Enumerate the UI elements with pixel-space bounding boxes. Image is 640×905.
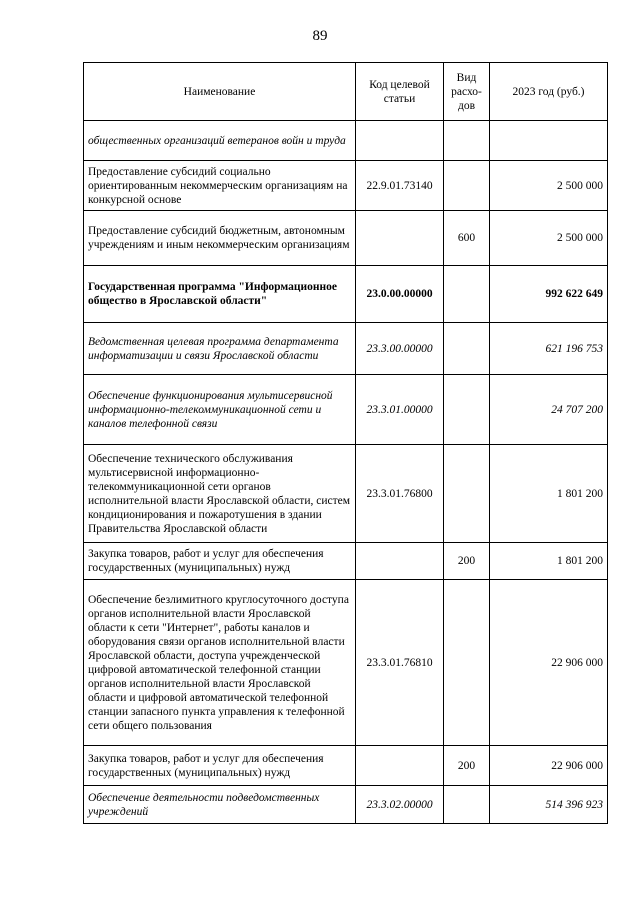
table-body (84, 121, 608, 824)
cell-kind (444, 786, 490, 824)
cell-amount: 514 396 923 (490, 786, 608, 824)
cell-name: Предоставление субсидий социально ориентированным некоммерческим организациям на конкурсной основе (84, 161, 356, 211)
table-row (84, 580, 608, 746)
table-row (84, 121, 608, 161)
cell-amount: 1 801 200 (490, 543, 608, 580)
table-row (84, 445, 608, 543)
page-number: 89 (312, 28, 328, 44)
cell-amount: 24 707 200 (490, 375, 608, 445)
table-row (84, 266, 608, 323)
cell-name: Обеспечение технического обслуживания мультисервисной информационно-телекоммуникационной сети органов исполнительной власти Ярославской области, систем кондиционирования и пожаротушения в здании Правительства Ярославской области (84, 445, 356, 543)
table-row (84, 543, 608, 580)
table-row (84, 375, 608, 445)
cell-amount: 22 906 000 (490, 580, 608, 746)
cell-code: 22.9.01.73140 (356, 161, 444, 211)
header-amount: 2023 год (руб.) (490, 63, 608, 121)
cell-amount: 621 196 753 (490, 323, 608, 375)
cell-amount: 2 500 000 (490, 161, 608, 211)
cell-kind (444, 161, 490, 211)
cell-kind: 200 (444, 746, 490, 786)
cell-amount: 22 906 000 (490, 746, 608, 786)
cell-amount: 2 500 000 (490, 211, 608, 266)
cell-name: Обеспечение функционирования мультисервисной информационно-телекоммуникационной сети и каналов телефонной связи (84, 375, 356, 445)
table-header-row (84, 63, 608, 121)
table-row (84, 786, 608, 824)
cell-kind: 200 (444, 543, 490, 580)
cell-code: 23.3.01.76810 (356, 580, 444, 746)
header-name: Наименование (84, 63, 356, 121)
cell-name: Закупка товаров, работ и услуг для обеспечения государственных (муниципальных) нужд (84, 746, 356, 786)
cell-name: Ведомственная целевая программа департамента информатизации и связи Ярославской области (84, 323, 356, 375)
table-row (84, 323, 608, 375)
cell-code: 23.3.00.00000 (356, 323, 444, 375)
cell-kind (444, 323, 490, 375)
cell-kind (444, 266, 490, 323)
cell-kind (444, 445, 490, 543)
cell-code: 23.3.01.76800 (356, 445, 444, 543)
cell-name: Предоставление субсидий бюджетным, автономным учреждениям и иным некоммерческим организациям (84, 211, 356, 266)
cell-kind: 600 (444, 211, 490, 266)
cell-kind (444, 121, 490, 161)
table-row (84, 161, 608, 211)
cell-code: 23.0.00.00000 (356, 266, 444, 323)
header-code: Код целевой статьи (356, 63, 444, 121)
cell-name: Государственная программа "Информационное общество в Ярославской области" (84, 266, 356, 323)
cell-kind (444, 375, 490, 445)
table-row (84, 211, 608, 266)
cell-name: Обеспечение безлимитного круглосуточного доступа органов исполнительной власти Ярославской области к сети "Интернет", работы каналов и оборудования связи органов исполнительной власти Ярославской области, доступа учрежденческой цифровой автоматической телефонной станции органов исполнительной власти Ярославской области и цифровой автоматической телефонной станции запасного пункта управления к телефонной сети общего пользования (84, 580, 356, 746)
cell-amount: 1 801 200 (490, 445, 608, 543)
cell-code: 23.3.02.00000 (356, 786, 444, 824)
header-kind: Вид расхо-дов (444, 63, 490, 121)
cell-name: Обеспечение деятельности подведомственных учреждений (84, 786, 356, 824)
cell-amount: 992 622 649 (490, 266, 608, 323)
cell-code (356, 211, 444, 266)
cell-code (356, 746, 444, 786)
cell-code: 23.3.01.00000 (356, 375, 444, 445)
cell-code (356, 121, 444, 161)
budget-table (83, 62, 608, 824)
cell-name: общественных организаций ветеранов войн и труда (84, 121, 356, 161)
cell-amount (490, 121, 608, 161)
table-row (84, 746, 608, 786)
cell-name: Закупка товаров, работ и услуг для обеспечения государственных (муниципальных) нужд (84, 543, 356, 580)
cell-code (356, 543, 444, 580)
cell-kind (444, 580, 490, 746)
